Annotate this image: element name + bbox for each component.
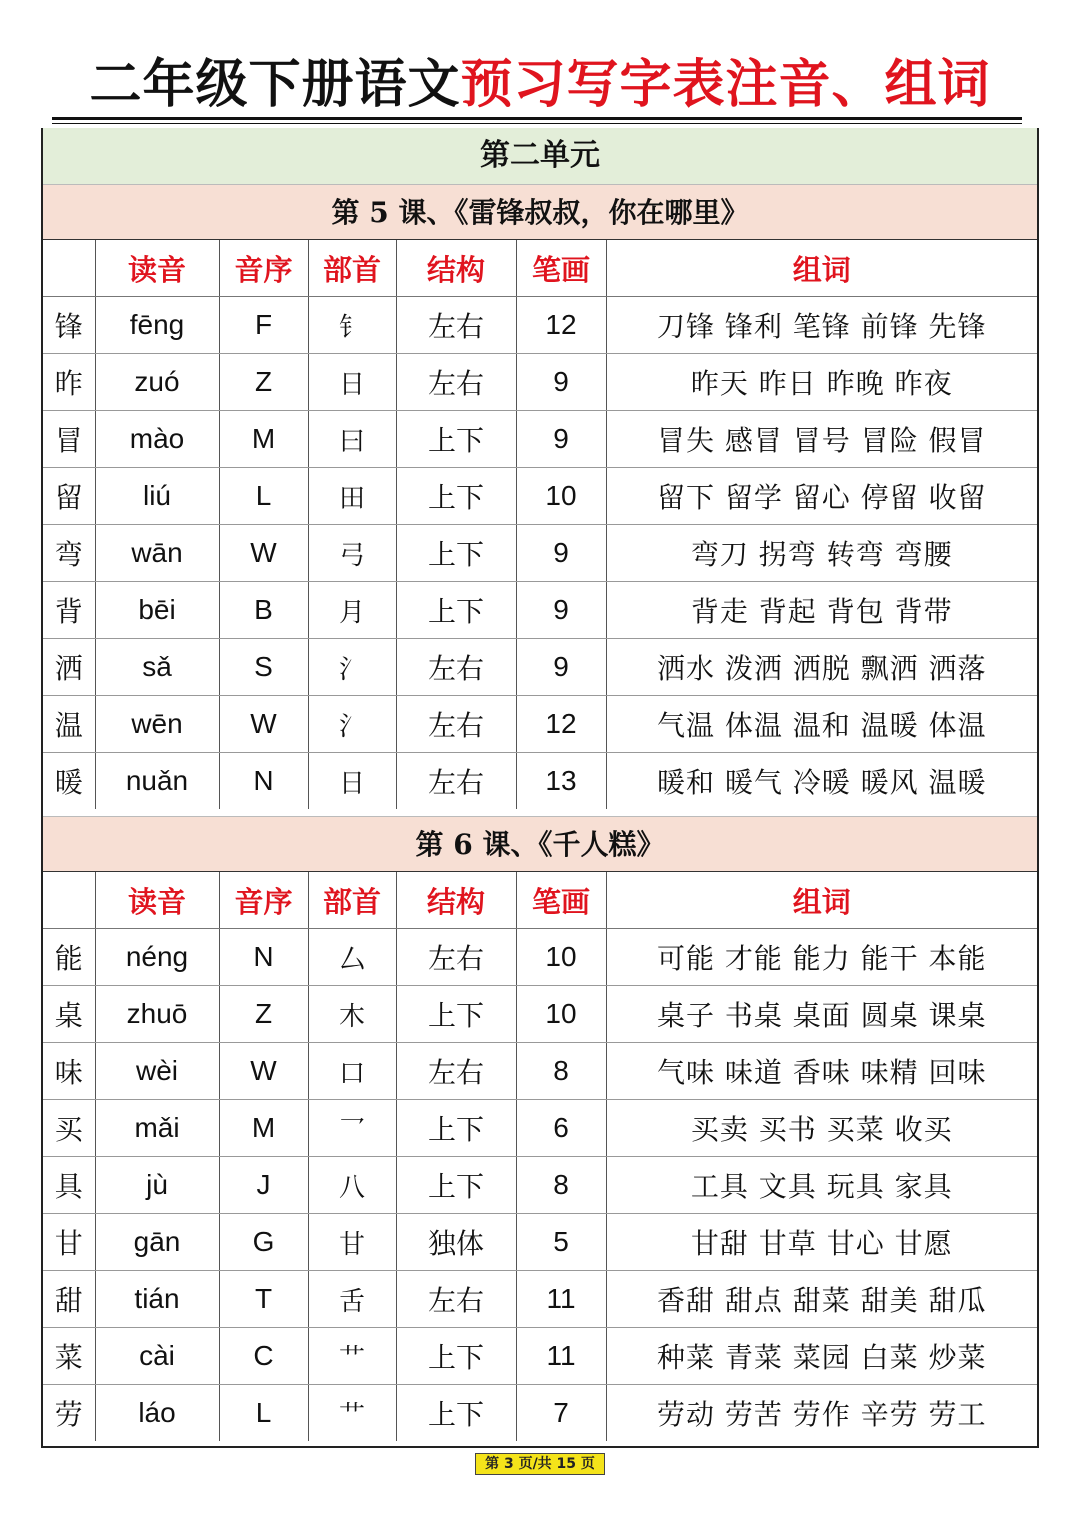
cell-radical: 钅	[308, 297, 396, 354]
cell-pinyin: zhuō	[95, 986, 219, 1043]
column-header-char	[43, 872, 95, 929]
cell-words: 昨天 昨日 昨晚 昨夜	[606, 354, 1037, 411]
page-title	[0, 52, 1080, 118]
cell-structure: 上下	[396, 1385, 516, 1442]
cell-letter: W	[219, 696, 308, 753]
cell-pinyin: sǎ	[95, 639, 219, 696]
cell-structure: 左右	[396, 354, 516, 411]
header-row	[43, 872, 1037, 929]
cell-letter: Z	[219, 986, 308, 1043]
column-header-strokes: 笔画	[516, 872, 606, 929]
cell-structure: 左右	[396, 1271, 516, 1328]
cell-words: 可能 才能 能力 能干 本能	[606, 929, 1037, 986]
cell-char: 冒	[43, 411, 95, 468]
lesson-table	[43, 240, 1037, 809]
cell-structure: 上下	[396, 582, 516, 639]
cell-words: 种菜 青菜 菜园 白菜 炒菜	[606, 1328, 1037, 1385]
table-row	[43, 1157, 1037, 1214]
cell-strokes: 9	[516, 525, 606, 582]
cell-words: 背走 背起 背包 背带	[606, 582, 1037, 639]
cell-char: 甘	[43, 1214, 95, 1271]
cell-char: 暖	[43, 753, 95, 810]
cell-structure: 左右	[396, 297, 516, 354]
cell-radical: 月	[308, 582, 396, 639]
lesson-title: 第 5 课、《雷锋叔叔，你在哪里》	[43, 184, 1037, 240]
cell-pinyin: gān	[95, 1214, 219, 1271]
cell-words: 洒水 泼洒 洒脱 飘洒 洒落	[606, 639, 1037, 696]
table-row	[43, 1214, 1037, 1271]
cell-words: 冒失 感冒 冒号 冒险 假冒	[606, 411, 1037, 468]
column-header-structure: 结构	[396, 872, 516, 929]
cell-pinyin: cài	[95, 1328, 219, 1385]
cell-letter: L	[219, 468, 308, 525]
cell-letter: G	[219, 1214, 308, 1271]
cell-pinyin: bēi	[95, 582, 219, 639]
cell-words: 气味 味道 香味 味精 回味	[606, 1043, 1037, 1100]
cell-char: 菜	[43, 1328, 95, 1385]
cell-letter: W	[219, 1043, 308, 1100]
cell-words: 暖和 暖气 冷暖 暖风 温暖	[656, 766, 987, 799]
cell-pinyin: láo	[95, 1385, 219, 1442]
page-indicator: 第 3 页/共 15 页	[475, 1453, 605, 1475]
cell-words: 气温 体温 温和 温暖 体温	[606, 696, 1037, 753]
cell-radical: 舌	[308, 1271, 396, 1328]
cell-radical: 日	[308, 753, 396, 810]
cell-words: 甘甜 甘草 甘心 甘愿	[606, 1214, 1037, 1271]
cell-words: 劳动 劳苦 劳作 辛劳 劳工	[656, 1398, 987, 1431]
cell-strokes: 12	[516, 297, 606, 354]
cell-radical: 甘	[308, 1214, 396, 1271]
cell-strokes: 10	[516, 929, 606, 986]
cell-pinyin: wēn	[95, 696, 219, 753]
title-part-2: 预习写字表注音、组词	[460, 54, 991, 115]
column-header-radical: 部首	[308, 240, 396, 297]
cell-letter: T	[219, 1271, 308, 1328]
column-header-pinyin: 读音	[95, 240, 219, 297]
worksheet	[41, 128, 1039, 1448]
cell-pinyin: wān	[95, 525, 219, 582]
cell-strokes: 7	[516, 1385, 606, 1442]
unit-title: 第二单元	[43, 128, 1037, 184]
cell-char: 温	[43, 696, 95, 753]
table-row	[43, 753, 1037, 810]
cell-strokes: 9	[516, 582, 606, 639]
cell-words: 买卖 买书 买菜 收买	[606, 1100, 1037, 1157]
cell-radical: 氵	[308, 696, 396, 753]
table-row	[43, 1271, 1037, 1328]
cell-letter: S	[219, 639, 308, 696]
column-header-radical: 部首	[308, 872, 396, 929]
cell-letter: C	[219, 1328, 308, 1385]
cell-radical: 田	[308, 468, 396, 525]
column-header-letter: 音序	[219, 872, 308, 929]
lesson-table	[43, 872, 1037, 1441]
cell-pinyin: mào	[95, 411, 219, 468]
table-row	[43, 929, 1037, 986]
column-header-pinyin: 读音	[95, 872, 219, 929]
cell-strokes: 5	[516, 1214, 606, 1271]
table-row	[43, 525, 1037, 582]
table-row	[43, 582, 1037, 639]
cell-char: 留	[43, 468, 95, 525]
cell-strokes: 10	[516, 468, 606, 525]
cell-pinyin: nuǎn	[95, 753, 219, 810]
cell-words: 桌子 书桌 桌面 圆桌 课桌	[606, 986, 1037, 1043]
column-header-words: 组词	[606, 240, 1037, 297]
cell-strokes: 8	[516, 1043, 606, 1100]
cell-letter: N	[219, 929, 308, 986]
cell-letter: F	[219, 297, 308, 354]
cell-radical: 木	[308, 986, 396, 1043]
cell-structure: 左右	[396, 929, 516, 986]
cell-strokes: 8	[516, 1157, 606, 1214]
cell-words: 弯刀 拐弯 转弯 弯腰	[606, 525, 1037, 582]
column-header-strokes: 笔画	[516, 240, 606, 297]
cell-char: 味	[43, 1043, 95, 1100]
cell-letter: W	[219, 525, 308, 582]
cell-pinyin: tián	[95, 1271, 219, 1328]
cell-radical: 日	[308, 354, 396, 411]
cell-structure: 左右	[396, 753, 516, 810]
cell-letter: Z	[219, 354, 308, 411]
cell-letter: M	[219, 411, 308, 468]
cell-radical: 厶	[308, 929, 396, 986]
cell-char: 洒	[43, 639, 95, 696]
table-row	[43, 696, 1037, 753]
cell-radical: 口	[308, 1043, 396, 1100]
cell-radical: 弓	[308, 525, 396, 582]
title-rule-thick	[52, 117, 1022, 120]
table-row	[43, 986, 1037, 1043]
column-header-letter: 音序	[219, 240, 308, 297]
cell-structure: 左右	[396, 639, 516, 696]
table-row	[43, 468, 1037, 525]
cell-pinyin: jù	[95, 1157, 219, 1214]
cell-strokes: 13	[516, 753, 606, 810]
cell-structure: 上下	[396, 1328, 516, 1385]
cell-structure: 上下	[396, 468, 516, 525]
cell-structure: 上下	[396, 1157, 516, 1214]
cell-words: 工具 文具 玩具 家具	[606, 1157, 1037, 1214]
cell-strokes: 11	[516, 1271, 606, 1328]
cell-strokes: 12	[516, 696, 606, 753]
cell-letter: B	[219, 582, 308, 639]
header-row	[43, 240, 1037, 297]
cell-radical: 乛	[308, 1100, 396, 1157]
column-header-structure: 结构	[396, 240, 516, 297]
cell-strokes: 11	[516, 1328, 606, 1385]
cell-char: 桌	[43, 986, 95, 1043]
cell-strokes: 9	[516, 639, 606, 696]
cell-structure: 上下	[396, 525, 516, 582]
cell-structure: 左右	[396, 696, 516, 753]
cell-char: 甜	[43, 1271, 95, 1328]
cell-structure: 独体	[396, 1214, 516, 1271]
cell-pinyin: zuó	[95, 354, 219, 411]
cell-pinyin: wèi	[95, 1043, 219, 1100]
cell-radical: 艹	[308, 1328, 396, 1385]
cell-radical: 八	[308, 1157, 396, 1214]
cell-char: 具	[43, 1157, 95, 1214]
cell-letter: N	[219, 753, 308, 810]
cell-structure: 上下	[396, 986, 516, 1043]
cell-char: 昨	[43, 354, 95, 411]
cell-structure: 上下	[396, 1100, 516, 1157]
cell-pinyin: fēng	[95, 297, 219, 354]
cell-char: 劳	[43, 1385, 95, 1442]
table-row	[43, 1328, 1037, 1385]
cell-strokes: 9	[516, 411, 606, 468]
column-header-char	[43, 240, 95, 297]
cell-strokes: 6	[516, 1100, 606, 1157]
table-row	[43, 639, 1037, 696]
cell-char: 能	[43, 929, 95, 986]
table-row	[43, 411, 1037, 468]
cell-char: 买	[43, 1100, 95, 1157]
cell-radical: 艹	[308, 1385, 396, 1442]
cell-char: 锋	[43, 297, 95, 354]
cell-letter: L	[219, 1385, 308, 1442]
title-part-1: 二年级下册语文	[89, 54, 461, 115]
cell-words: 刀锋 锋利 笔锋 前锋 先锋	[606, 297, 1037, 354]
cell-char: 弯	[43, 525, 95, 582]
table-row	[43, 1100, 1037, 1157]
table-row	[43, 1043, 1037, 1100]
cell-char: 背	[43, 582, 95, 639]
cell-pinyin: mǎi	[95, 1100, 219, 1157]
table-row	[43, 354, 1037, 411]
cell-words: 留下 留学 留心 停留 收留	[606, 468, 1037, 525]
cell-strokes: 9	[516, 354, 606, 411]
table-row	[43, 1385, 1037, 1442]
cell-pinyin: néng	[95, 929, 219, 986]
cell-radical: 氵	[308, 639, 396, 696]
cell-radical: 曰	[308, 411, 396, 468]
cell-pinyin: liú	[95, 468, 219, 525]
cell-letter: M	[219, 1100, 308, 1157]
table-row	[43, 297, 1037, 354]
cell-structure: 左右	[396, 1043, 516, 1100]
title-rule-thin	[52, 123, 1022, 124]
column-header-words: 组词	[606, 872, 1037, 929]
cell-structure: 上下	[396, 411, 516, 468]
cell-strokes: 10	[516, 986, 606, 1043]
lesson-title: 第 6 课、《千人糕》	[43, 816, 1037, 872]
cell-letter: J	[219, 1157, 308, 1214]
cell-words: 香甜 甜点 甜菜 甜美 甜瓜	[606, 1271, 1037, 1328]
